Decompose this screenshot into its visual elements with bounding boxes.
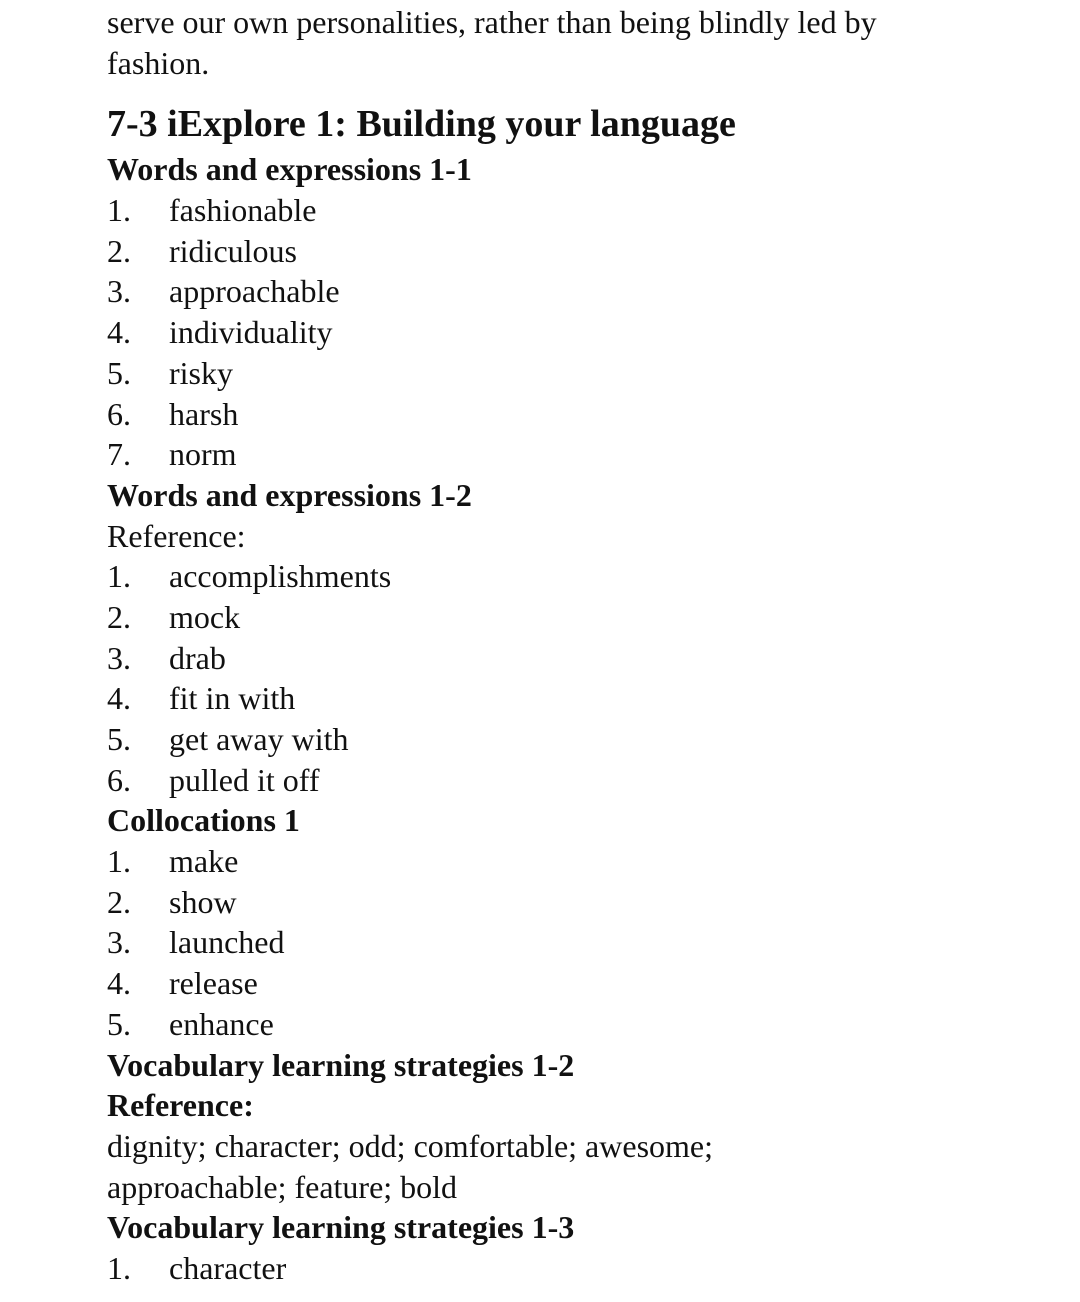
item-number: 6. xyxy=(107,761,131,798)
list-item xyxy=(107,963,1047,1004)
item-number: 4. xyxy=(107,965,131,1002)
list-item xyxy=(107,271,1047,312)
item-text: mock xyxy=(169,598,241,635)
list-item xyxy=(107,597,1047,638)
item-text: drab xyxy=(169,639,226,676)
item-number: 5. xyxy=(107,721,131,757)
item-number: 3. xyxy=(107,273,131,310)
list-item xyxy=(107,638,1047,679)
item-number: 3. xyxy=(107,639,131,676)
heading-words-expressions-1-1: Words and expressions 1-1 xyxy=(107,151,472,188)
item-text: fashionable xyxy=(169,192,317,229)
heading-vocabulary-strategies-1-2: Vocabulary learning strategies 1-2 xyxy=(107,1046,575,1083)
heading-collocations-1: Collocations 1 xyxy=(107,802,300,839)
document-page xyxy=(107,0,1047,1289)
list-item xyxy=(107,719,1047,760)
list-item xyxy=(107,353,1047,394)
item-number: 6. xyxy=(107,395,131,432)
section-title: 7-3 iExplore 1: Building your language xyxy=(107,103,736,146)
item-number: 5. xyxy=(107,1005,131,1042)
list-item xyxy=(107,760,1047,801)
list-item xyxy=(107,882,1047,923)
item-text: fit in with xyxy=(169,680,296,717)
heading-words-expressions-1-2: Words and expressions 1-2 xyxy=(107,476,472,513)
intro-line-1: serve our own personalities, rather than being blindly led by xyxy=(107,4,877,40)
list-item xyxy=(107,394,1047,435)
item-text: norm xyxy=(169,436,237,473)
item-number: 7. xyxy=(107,436,131,473)
item-text: show xyxy=(169,883,237,920)
reference-label: Reference: xyxy=(107,517,246,554)
item-text: release xyxy=(169,965,258,1002)
item-number: 1. xyxy=(107,192,131,229)
item-number: 4. xyxy=(107,314,131,351)
reference-words-line-1: dignity; character; odd; comfortable; awesome; xyxy=(107,1127,713,1164)
item-number: 4. xyxy=(107,680,131,717)
item-number: 1. xyxy=(107,558,131,595)
item-text: enhance xyxy=(169,1005,274,1042)
intro-line-2: fashion. xyxy=(107,44,210,81)
item-number: 2. xyxy=(107,232,131,269)
list-item xyxy=(107,841,1047,882)
item-number: 2. xyxy=(107,883,131,920)
item-number: 3. xyxy=(107,924,131,961)
item-text: character xyxy=(169,1249,287,1286)
item-text: get away with xyxy=(169,721,349,757)
list-item xyxy=(107,1004,1047,1045)
item-text: risky xyxy=(169,354,233,391)
item-text: harsh xyxy=(169,395,239,432)
item-text: accomplishments xyxy=(169,558,392,595)
heading-vocabulary-strategies-1-3: Vocabulary learning strategies 1-3 xyxy=(107,1209,575,1246)
item-number: 1. xyxy=(107,1249,131,1286)
list-item xyxy=(107,922,1047,963)
item-text: make xyxy=(169,843,239,880)
list-item xyxy=(107,231,1047,272)
list-item xyxy=(107,434,1047,475)
item-number: 5. xyxy=(107,354,131,391)
list-item xyxy=(107,1248,1047,1289)
item-text: approachable xyxy=(169,273,340,310)
reference-label: Reference: xyxy=(107,1087,254,1124)
item-number: 2. xyxy=(107,598,131,635)
item-text: individuality xyxy=(169,314,333,351)
item-text: pulled it off xyxy=(169,761,320,798)
list-item xyxy=(107,312,1047,353)
item-text: ridiculous xyxy=(169,232,297,269)
list-item xyxy=(107,678,1047,719)
reference-words-line-2: approachable; feature; bold xyxy=(107,1168,458,1205)
item-text: launched xyxy=(169,924,285,961)
item-number: 1. xyxy=(107,843,131,880)
list-item xyxy=(107,556,1047,597)
list-item xyxy=(107,190,1047,231)
